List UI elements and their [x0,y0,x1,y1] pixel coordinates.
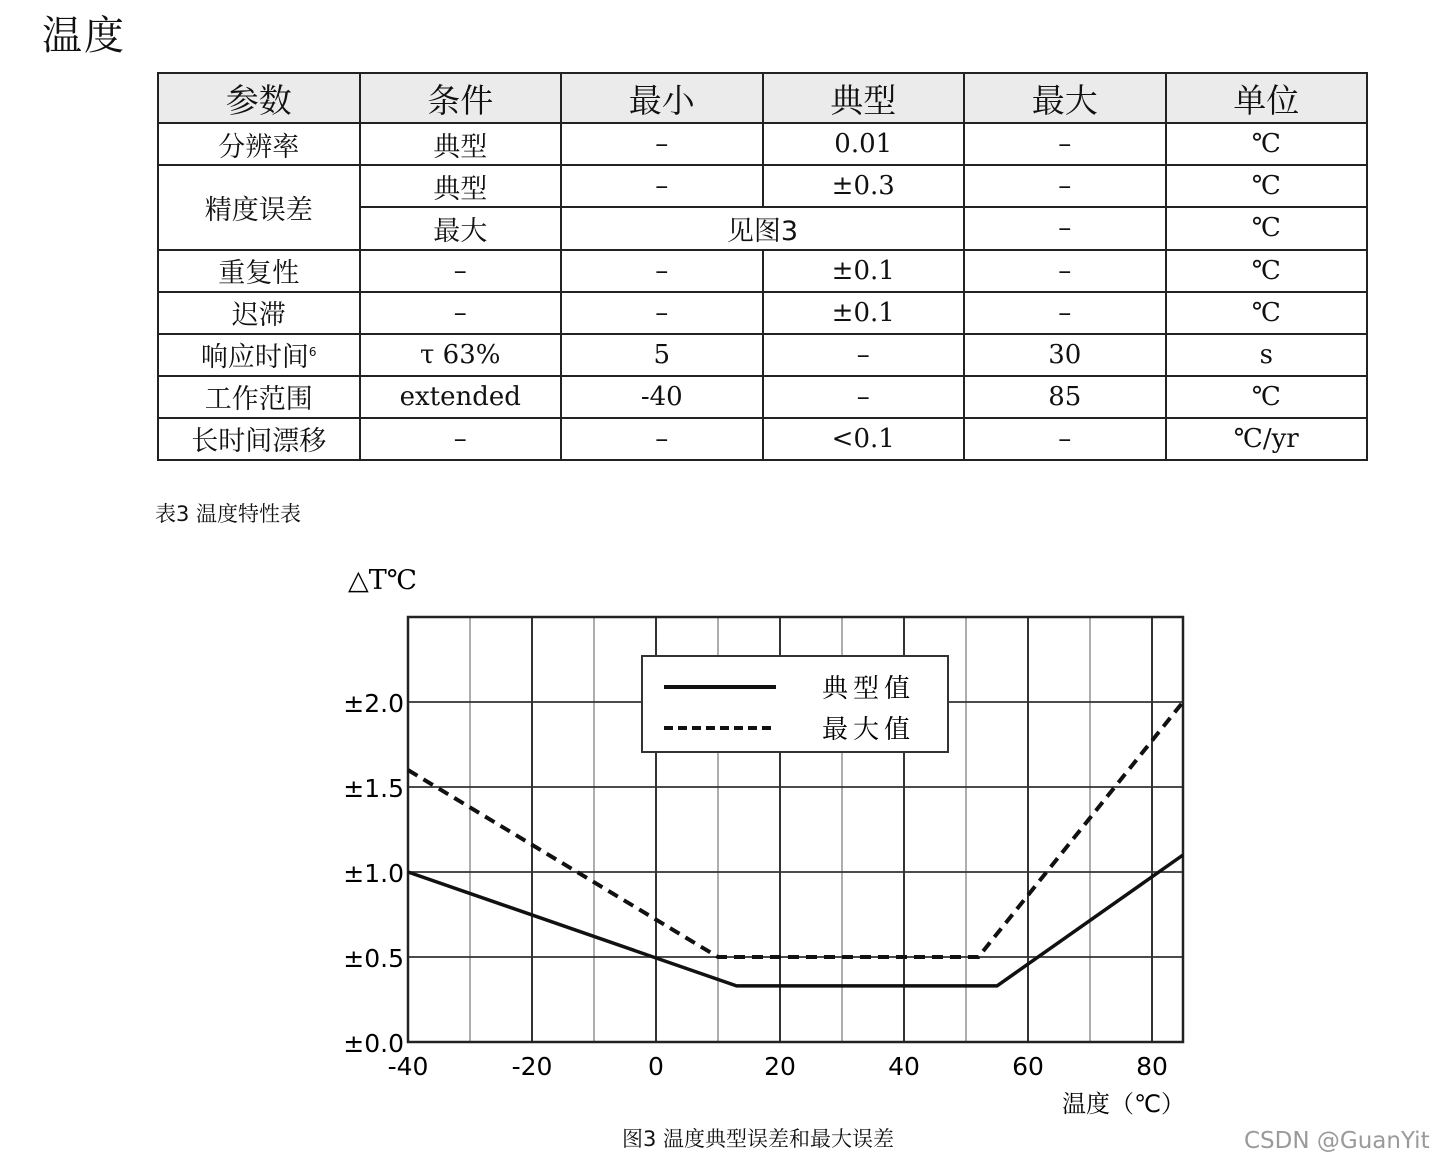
param-text: 响应时间 [200,342,309,374]
unit-cell: ℃/yr [1166,418,1368,460]
y-tick-label: ±0.5 [343,944,404,973]
typ-cell: ±0.3 [763,165,965,207]
typ-cell: – [763,376,965,418]
min-cell: – [561,250,763,292]
header-cell: 最大 [964,73,1166,123]
param-cell: 长时间漂移 [158,418,360,460]
y-tick-label: ±1.5 [343,774,404,803]
x-tick-label: -40 [387,1052,429,1081]
y-axis-label: △T℃ [348,565,417,596]
unit-cell: ℃ [1166,207,1368,249]
typ-cell: <0.1 [763,418,965,460]
param-cell: 分辨率 [158,123,360,165]
header-cell: 单位 [1166,73,1368,123]
x-axis-label: 温度（℃） [1062,1090,1185,1116]
unit-cell: ℃ [1166,292,1368,334]
table-row [158,292,1367,334]
temperature-spec-table [157,72,1368,461]
legend-label: 典型值 [822,674,916,704]
max-cell: 85 [964,376,1166,418]
header-cell: 最小 [561,73,763,123]
typ-cell: 0.01 [763,123,965,165]
cond-cell: extended [360,376,562,418]
cond-cell: – [360,250,562,292]
param-cell: 精度误差 [158,165,360,249]
max-cell: – [964,123,1166,165]
cond-cell: τ 63% [360,334,562,376]
min-cell: -40 [561,376,763,418]
cond-cell: 最大 [360,207,562,249]
table-row [158,418,1367,460]
min-cell: – [561,292,763,334]
x-tick-label: -20 [511,1052,553,1081]
min-cell: – [561,123,763,165]
cond-cell: 典型 [360,123,562,165]
x-tick-label: 40 [888,1052,920,1081]
unit-cell: ℃ [1166,250,1368,292]
min-cell: 5 [561,334,763,376]
unit-cell: ℃ [1166,165,1368,207]
cond-cell: 典型 [360,165,562,207]
watermark: CSDN @GuanYit [1244,1128,1430,1154]
x-tick-label: 0 [648,1052,664,1081]
temperature-error-chart [330,556,1210,1116]
table-row [158,376,1367,418]
header-cell: 典型 [763,73,965,123]
cond-cell: – [360,292,562,334]
footnote-marker: 6 [308,345,317,360]
header-cell: 条件 [360,73,562,123]
x-tick-label: 20 [764,1052,796,1081]
table-row [158,165,1367,207]
x-tick-label: 80 [1136,1052,1168,1081]
y-tick-label: ±1.0 [343,859,404,888]
unit-cell: ℃ [1166,123,1368,165]
legend-label: 最大值 [822,715,916,745]
table-row [158,250,1367,292]
max-cell: 30 [964,334,1166,376]
y-tick-label: ±0.0 [343,1029,404,1058]
min-cell: – [561,165,763,207]
max-cell: – [964,292,1166,334]
max-cell: – [964,165,1166,207]
typ-cell: ±0.1 [763,292,965,334]
figure-caption: 图3 温度典型误差和最大误差 [622,1127,895,1151]
section-title: 温度 [42,13,126,59]
unit-cell: s [1166,334,1368,376]
table-header-row [158,73,1367,123]
y-tick-label: ±2.0 [343,689,404,718]
param-cell [158,334,360,376]
param-cell: 迟滞 [158,292,360,334]
param-cell: 工作范围 [158,376,360,418]
cond-cell: – [360,418,562,460]
table-row [158,123,1367,165]
param-cell: 重复性 [158,250,360,292]
max-cell: – [964,418,1166,460]
min-cell: – [561,418,763,460]
header-cell: 参数 [158,73,360,123]
typ-cell: – [763,334,965,376]
table-row [158,334,1367,376]
merged-cell: 见图3 [561,207,964,249]
max-cell: – [964,250,1166,292]
series-line-typical [408,855,1183,986]
max-cell: – [964,207,1166,249]
x-tick-label: 60 [1012,1052,1044,1081]
table-caption: 表3 温度特性表 [155,502,302,526]
legend [642,656,948,752]
unit-cell: ℃ [1166,376,1368,418]
typ-cell: ±0.1 [763,250,965,292]
